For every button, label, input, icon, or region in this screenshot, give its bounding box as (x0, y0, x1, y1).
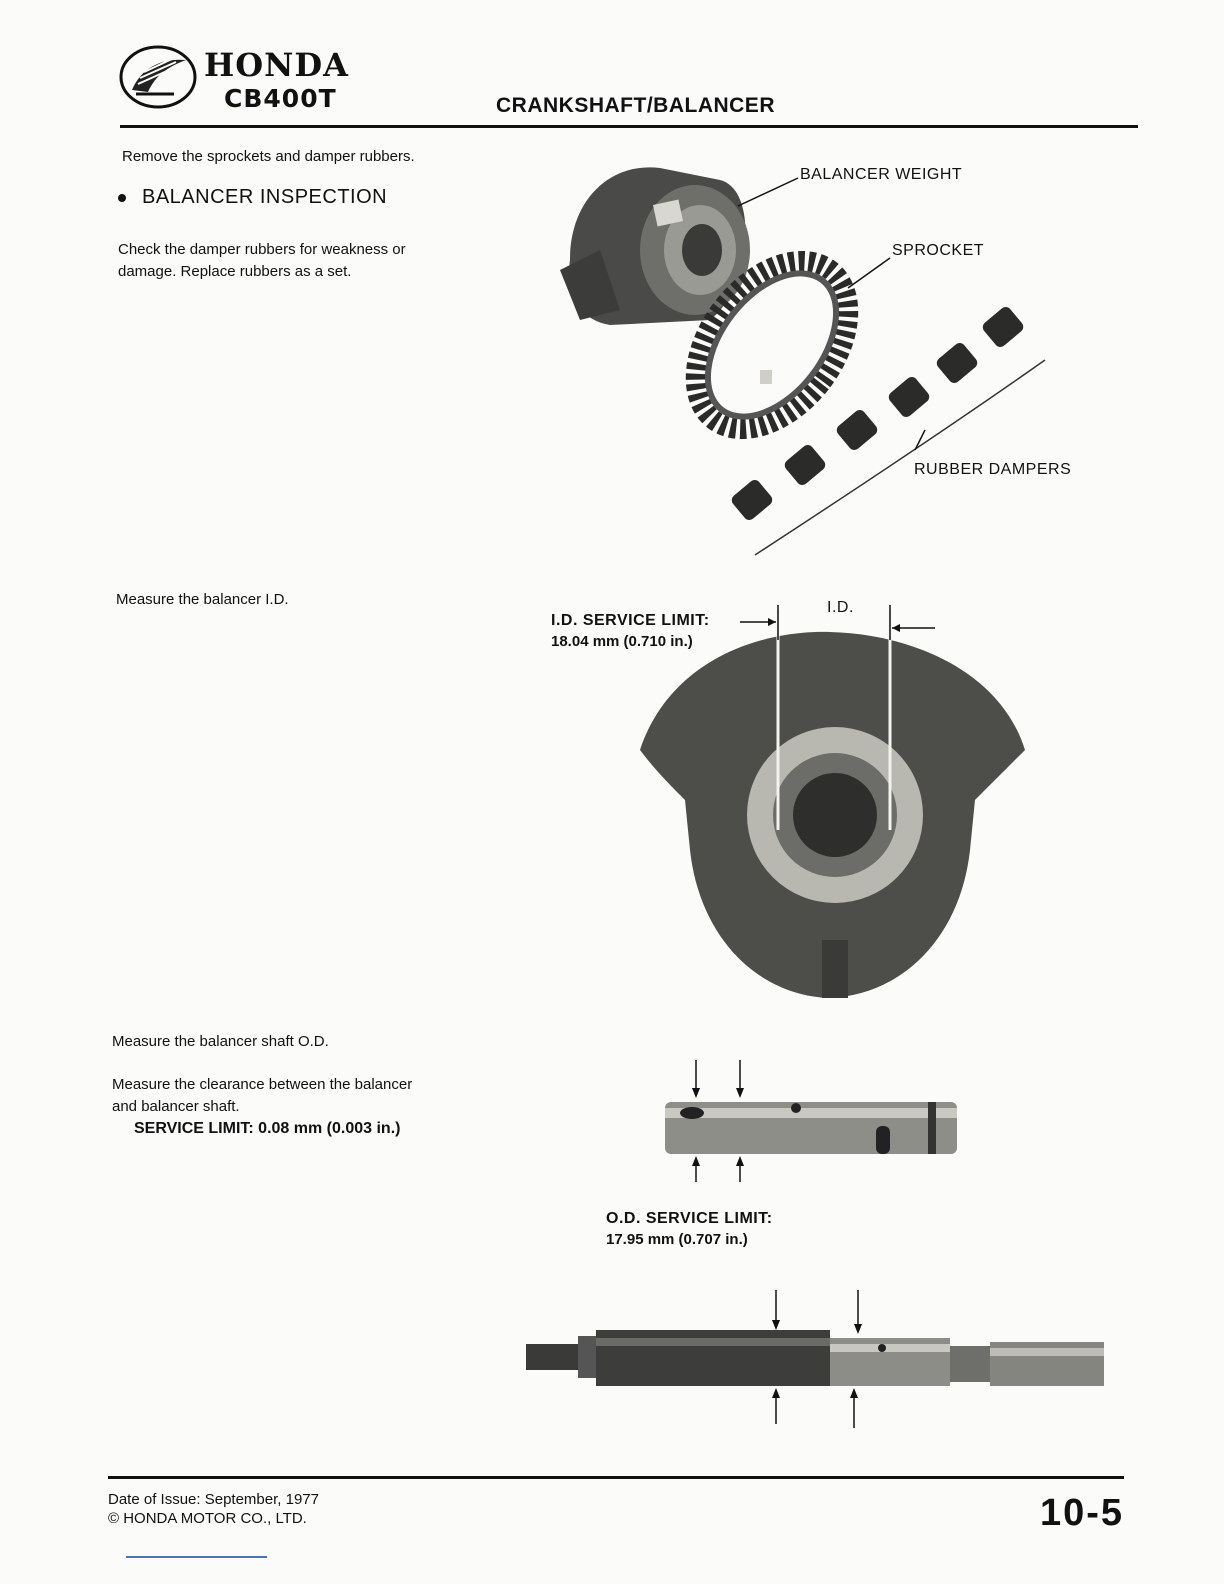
model-name: CB400T (224, 84, 337, 113)
bullet-icon (118, 194, 126, 202)
check-dampers-line1: Check the damper rubbers for weakness or (118, 241, 406, 258)
clearance-line1: Measure the clearance between the balancer (112, 1076, 413, 1093)
page-number: 10-5 (1039, 1492, 1124, 1534)
od-limit-value: 17.95 mm (0.707 in.) (606, 1231, 748, 1248)
rubber-dampers-label: RUBBER DAMPERS (914, 461, 1072, 478)
figure-balancer-parts (540, 150, 1120, 570)
check-dampers-line2: damage. Replace rubbers as a set. (118, 263, 352, 280)
link-underline (126, 1556, 267, 1558)
section-title: CRANKSHAFT/BALANCER (496, 94, 775, 117)
figure-balancer-id (630, 600, 1040, 1010)
weight-leader-line (738, 178, 798, 206)
dampers-leader-line (915, 430, 925, 450)
rubber-dampers-photo (729, 305, 1025, 523)
clearance-limit-value: 0.08 mm (0.003 in.) (258, 1120, 401, 1137)
figure-balancer-shaft (660, 1056, 970, 1186)
figure-crankshaft-long (520, 1288, 1110, 1432)
measure-od-text: Measure the balancer shaft O.D. (112, 1033, 329, 1050)
date-of-issue: Date of Issue: September, 1977 (108, 1491, 319, 1508)
measure-id-text: Measure the balancer I.D. (116, 591, 289, 608)
footer-info (108, 1490, 319, 1528)
honda-wing-logo-icon (118, 44, 200, 110)
clearance-text (112, 1074, 412, 1140)
sprocket-label: SPROCKET (892, 242, 985, 259)
od-limit-label: O.D. SERVICE LIMIT: (606, 1210, 773, 1227)
copyright: © HONDA MOTOR CO., LTD. (108, 1510, 307, 1527)
heading-label: BALANCER INSPECTION (142, 186, 388, 208)
remove-sprockets-text: Remove the sprockets and damper rubbers. (122, 148, 415, 165)
id-service-limit (551, 610, 710, 652)
id-limit-label: I.D. SERVICE LIMIT: (551, 612, 710, 629)
clearance-limit (112, 1118, 412, 1140)
balancer-weight-label: BALANCER WEIGHT (800, 166, 963, 183)
sprocket-leader-line (848, 258, 890, 288)
check-dampers-text (118, 239, 406, 283)
header-rule (120, 125, 1138, 128)
id-limit-value: 18.04 mm (0.710 in.) (551, 633, 693, 650)
brand-name: HONDA (204, 46, 349, 84)
od-service-limit (606, 1208, 773, 1250)
balancer-inspection-heading (118, 186, 387, 209)
clearance-line2: and balancer shaft. (112, 1098, 240, 1115)
id-label: I.D. (827, 599, 854, 616)
clearance-limit-label: SERVICE LIMIT: (134, 1120, 254, 1137)
footer-rule (108, 1476, 1124, 1479)
